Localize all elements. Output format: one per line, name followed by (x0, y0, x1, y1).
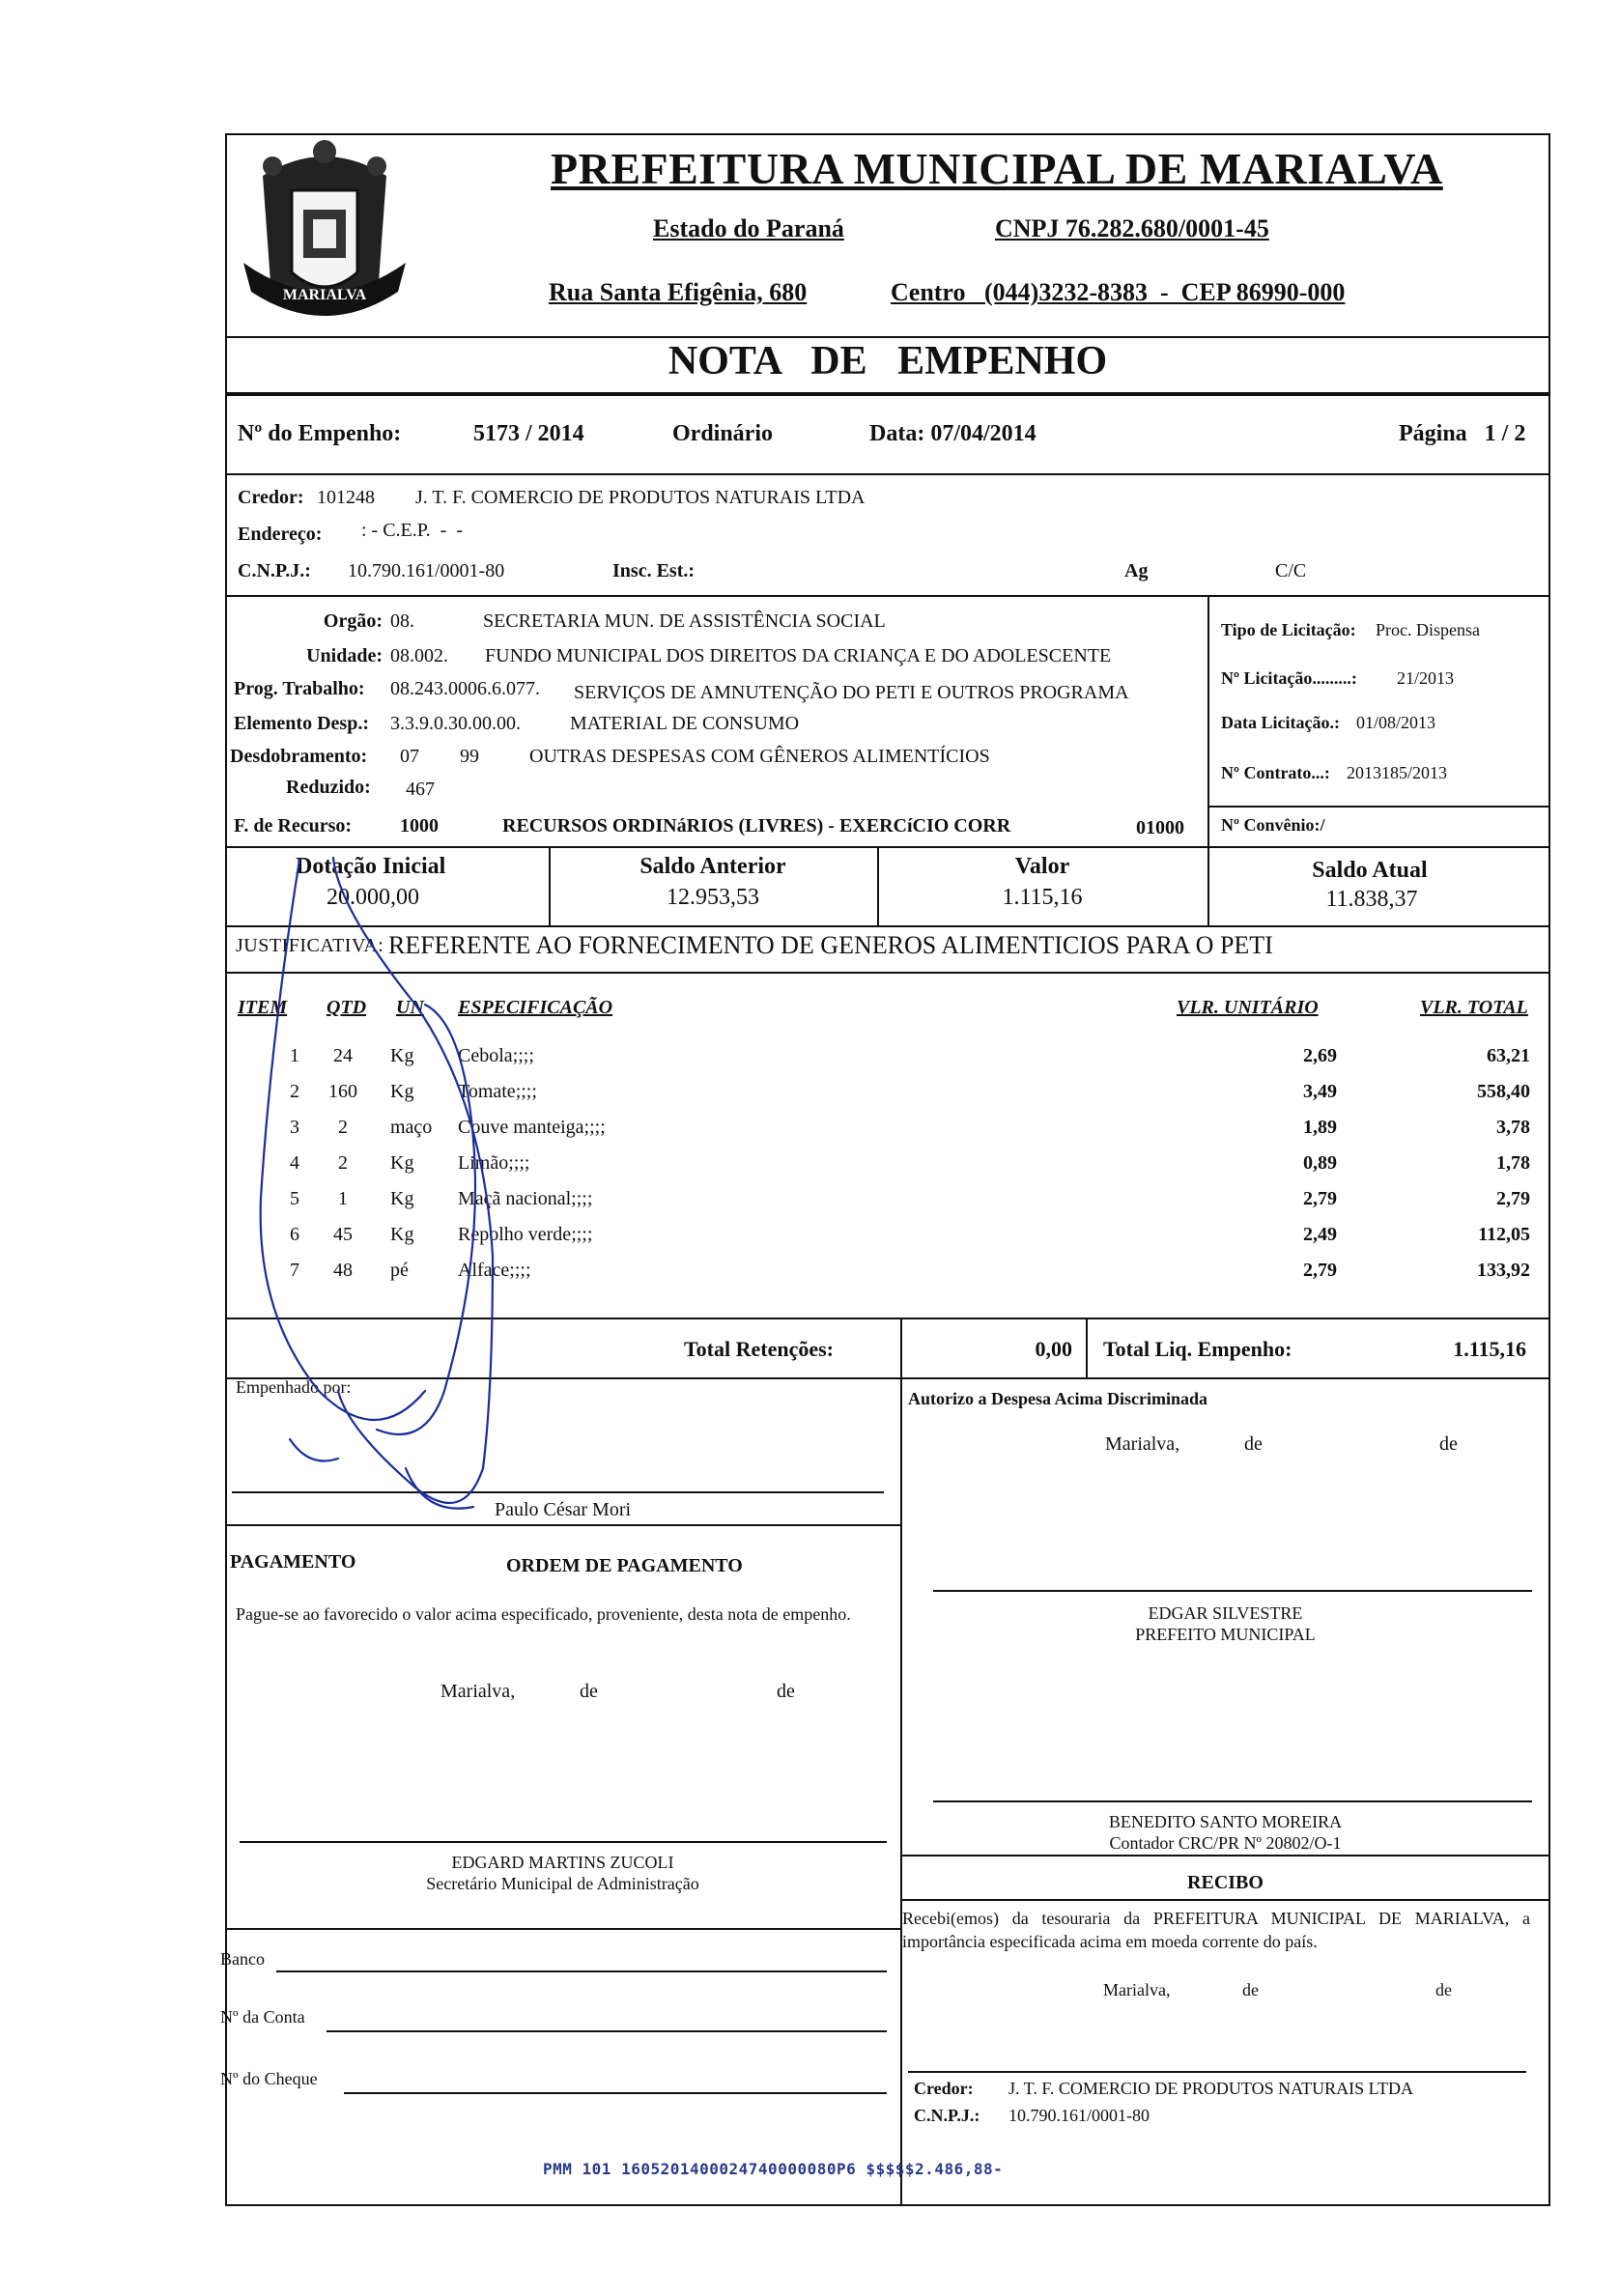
cell-unit: 2,79 (1303, 1188, 1337, 1209)
desdob-code2: 99 (460, 746, 479, 767)
col-un: UN (396, 997, 424, 1018)
liquido-value: 1.115,16 (1453, 1337, 1526, 1361)
col-total: VLR. TOTAL (1420, 997, 1528, 1018)
svg-text:MARIALVA: MARIALVA (282, 287, 367, 303)
col-item: ITEM (238, 997, 288, 1018)
reduzido-label: Reduzido: (286, 777, 371, 798)
recibo-cnpj: 10.790.161/0001-80 (1008, 2106, 1150, 2125)
licitacao-num-value: 21/2013 (1397, 668, 1455, 688)
cell-espec: Cebola;;;; (458, 1045, 534, 1066)
dotacao-label: Dotação Inicial (296, 854, 446, 879)
conta-field[interactable] (327, 2030, 887, 2032)
endereco-label: Endereço: (238, 524, 323, 545)
address-street: Rua Santa Efigênia, 680 (549, 278, 808, 306)
empenho-page: Página 1 / 2 (1399, 421, 1526, 446)
conta-label: Nº da Conta (220, 2007, 305, 2027)
ag-label: Ag (1124, 560, 1149, 581)
contrato-value: 2013185/2013 (1347, 763, 1448, 782)
licitacao-data-value: 01/08/2013 (1356, 713, 1436, 732)
elemento-label: Elemento Desp.: (234, 713, 369, 734)
retencoes-value: 0,00 (1035, 1337, 1072, 1361)
divider (1207, 806, 1550, 808)
cell-un: Kg (390, 1045, 414, 1066)
divider (900, 1855, 1550, 1857)
unidade-desc: FUNDO MUNICIPAL DOS DIREITOS DA CRIANÇA E DO ADOLESCENTE (485, 645, 1112, 666)
autorizo-de2: de (1439, 1433, 1458, 1455)
saldo-anterior-label: Saldo Anterior (639, 854, 786, 879)
col-espec: ESPECIFICAÇÃO (458, 997, 613, 1018)
elemento-code: 3.3.9.0.30.00.00. (390, 713, 521, 734)
cell-item: 1 (290, 1045, 299, 1066)
divider (1086, 1318, 1088, 1379)
empenho-date: Data: 07/04/2014 (869, 421, 1037, 446)
cell-unit: 1,89 (1303, 1117, 1337, 1138)
justificativa-label: JUSTIFICATIVA: (236, 935, 384, 956)
pagamento-de2: de (777, 1681, 795, 1702)
cell-espec: Couve manteiga;;;; (458, 1117, 606, 1138)
cell-total: 112,05 (1478, 1224, 1530, 1245)
prefeito-name: EDGAR SILVESTRE (1148, 1603, 1303, 1623)
elemento-desc: MATERIAL DE CONSUMO (570, 713, 800, 734)
state-label: Estado do Paraná (653, 214, 844, 242)
cell-un: pé (390, 1260, 409, 1281)
saldo-anterior-value: 12.953,53 (667, 885, 759, 910)
tipo-licitacao-label: Tipo de Licitação: (1221, 620, 1356, 639)
contrato-label: Nº Contrato...: (1221, 763, 1330, 782)
liquido-label: Total Liq. Empenho: (1103, 1337, 1292, 1361)
contador-name: BENEDITO SANTO MOREIRA (1108, 1812, 1343, 1831)
crest-logo (234, 137, 415, 330)
cell-total: 63,21 (1487, 1045, 1530, 1066)
cheque-field[interactable] (344, 2092, 887, 2094)
justificativa-text: REFERENTE AO FORNECIMENTO DE GENEROS ALIMENTICIOS PARA O PETI (388, 931, 1273, 959)
recibo-title: RECIBO (1187, 1872, 1264, 1893)
ordem-pagamento-label: ORDEM DE PAGAMENTO (506, 1555, 743, 1576)
valor-label: Valor (1014, 854, 1070, 879)
cell-total: 3,78 (1496, 1117, 1530, 1138)
cell-espec: Maçã nacional;;;; (458, 1188, 593, 1209)
cell-qtd: 45 (333, 1224, 353, 1245)
recibo-credor: J. T. F. COMERCIO DE PRODUTOS NATURAIS LTDA (1008, 2079, 1413, 2098)
autorizo-label: Autorizo a Despesa Acima Discriminada (908, 1389, 1207, 1408)
cnpj-label: C.N.P.J.: (238, 560, 311, 581)
prog-label: Prog. Trabalho: (234, 678, 365, 699)
prog-code: 08.243.0006.6.077. (390, 678, 540, 699)
cell-qtd: 2 (338, 1117, 348, 1138)
autorizo-de1: de (1244, 1433, 1263, 1455)
prefeito-role: PREFEITO MUNICIPAL (1135, 1625, 1316, 1644)
cell-total: 1,78 (1496, 1152, 1530, 1174)
signature-line (933, 1800, 1532, 1802)
handwritten-signature (232, 850, 696, 1545)
unidade-label: Unidade: (306, 645, 383, 666)
cell-qtd: 160 (328, 1081, 357, 1102)
recibo-cnpj-label: C.N.P.J.: (914, 2106, 980, 2125)
cell-unit: 2,49 (1303, 1224, 1337, 1245)
cell-qtd: 48 (333, 1260, 353, 1281)
cell-espec: Repolho verde;;;; (458, 1224, 593, 1245)
autorizo-city: Marialva, (1105, 1433, 1180, 1455)
page-title: PREFEITURA MUNICIPAL DE MARIALVA (551, 144, 1443, 193)
dotacao-value: 20.000,00 (327, 885, 419, 910)
cheque-label: Nº do Cheque (220, 2069, 318, 2088)
cell-un: Kg (390, 1152, 414, 1174)
orgao-code: 08. (390, 610, 414, 632)
cell-unit: 2,69 (1303, 1045, 1337, 1066)
convenio-label: Nº Convênio:/ (1221, 815, 1325, 835)
empenhado-signer: Paulo César Mori (494, 1499, 632, 1520)
orgao-label: Orgão: (323, 610, 383, 632)
cell-qtd: 1 (338, 1188, 348, 1209)
banco-label: Banco (220, 1949, 265, 1969)
desdob-code: 07 (400, 746, 419, 767)
cell-unit: 3,49 (1303, 1081, 1337, 1102)
cell-unit: 2,79 (1303, 1260, 1337, 1281)
cell-qtd: 24 (333, 1045, 353, 1066)
secretario-name: EDGARD MARTINS ZUCOLI (451, 1853, 674, 1872)
licitacao-data-label: Data Licitação.: (1221, 713, 1340, 732)
divider (900, 1899, 1550, 1901)
cell-espec: Limão;;;; (458, 1152, 530, 1174)
orgao-desc: SECRETARIA MUN. DE ASSISTÊNCIA SOCIAL (483, 610, 886, 632)
divider (900, 1318, 902, 1379)
col-qtd: QTD (327, 997, 367, 1018)
empenho-label: Nº do Empenho: (238, 421, 402, 446)
doc-title: NOTA DE EMPENHO (667, 339, 1108, 383)
desdob-label: Desdobramento: (230, 746, 368, 767)
saldo-atual-value: 11.838,37 (1325, 887, 1418, 912)
banco-field[interactable] (276, 1970, 887, 1972)
cell-espec: Tomate;;;; (458, 1081, 537, 1102)
signature-line (933, 1590, 1532, 1592)
divider (1207, 595, 1209, 848)
empenho-number: 5173 / 2014 (473, 421, 584, 446)
address-rest: Centro (044)3232-8383 - CEP 86990-000 (891, 278, 1346, 306)
empenho-type: Ordinário (672, 421, 774, 446)
credor-code: 101248 (317, 487, 375, 508)
recibo-de1: de (1242, 1980, 1259, 1999)
cc-label: C/C (1275, 560, 1307, 581)
retencoes-label: Total Retenções: (684, 1337, 834, 1361)
recurso-label: F. de Recurso: (234, 815, 353, 836)
recibo-text: Recebi(emos) da tesouraria da PREFEITURA MUNICIPAL DE MARIALVA, a importância especificada acima em moeda corrente do país. (902, 1909, 1530, 1951)
cnpj-header: CNPJ 76.282.680/0001-45 (995, 214, 1269, 242)
signature-line (908, 2071, 1526, 2073)
divider (900, 1377, 902, 2206)
cell-un: Kg (390, 1224, 414, 1245)
unidade-code: 08.002. (390, 645, 448, 666)
recibo-city: Marialva, (1103, 1980, 1171, 1999)
secretario-role: Secretário Municipal de Administração (426, 1874, 699, 1893)
credor-name: J. T. F. COMERCIO DE PRODUTOS NATURAIS LTDA (415, 487, 866, 508)
prog-desc: SERVIÇOS DE AMNUTENÇÃO DO PETI E OUTROS PROGRAMA (574, 682, 1129, 703)
credor-cnpj: 10.790.161/0001-80 (348, 560, 505, 581)
cell-item: 5 (290, 1188, 299, 1209)
pagamento-city: Marialva, (440, 1681, 516, 1702)
recurso-desc: RECURSOS ORDINáRIOS (LIVRES) - EXERCíCIO CORR (502, 815, 1011, 836)
credor-label: Credor: (238, 487, 304, 508)
empenhado-label: Empenhado por: (236, 1377, 352, 1397)
divider (225, 1928, 900, 1930)
cell-espec: Alface;;;; (458, 1260, 531, 1281)
cell-item: 4 (290, 1152, 299, 1174)
desdob-desc: OUTRAS DESPESAS COM GÊNEROS ALIMENTÍCIOS (529, 746, 990, 767)
valor-value: 1.115,16 (1002, 885, 1083, 910)
cell-total: 558,40 (1477, 1081, 1530, 1102)
saldo-atual-label: Saldo Atual (1312, 858, 1428, 883)
col-unit: VLR. UNITÁRIO (1177, 997, 1319, 1018)
cell-item: 3 (290, 1117, 299, 1138)
cell-qtd: 2 (338, 1152, 348, 1174)
licitacao-num-label: Nº Licitação.........: (1221, 668, 1357, 688)
recurso-num: 01000 (1136, 817, 1184, 838)
signature-line (240, 1841, 887, 1843)
pagamento-de1: de (580, 1681, 598, 1702)
recibo-credor-label: Credor: (914, 2079, 974, 2098)
contador-role: Contador CRC/PR Nº 20802/O-1 (1109, 1833, 1342, 1853)
cell-total: 133,92 (1477, 1260, 1530, 1281)
cell-un: Kg (390, 1188, 414, 1209)
cell-total: 2,79 (1496, 1188, 1530, 1209)
recurso-code: 1000 (400, 815, 439, 836)
pagamento-text: Pague-se ao favorecido o valor acima especificado, proveniente, desta nota de empenho. (236, 1604, 851, 1624)
cell-un: Kg (390, 1081, 414, 1102)
cell-item: 2 (290, 1081, 299, 1102)
footer-code: PMM 101 1605201400024740000080P6 $$$$$2.486,88- (543, 2160, 1004, 2178)
cell-un: maço (390, 1117, 433, 1138)
pagamento-label: PAGAMENTO (230, 1551, 356, 1573)
cell-item: 7 (290, 1260, 299, 1281)
insc-label: Insc. Est.: (612, 560, 696, 581)
cell-unit: 0,89 (1303, 1152, 1337, 1174)
endereco-value: : - C.E.P. - - (361, 520, 463, 541)
recibo-de2: de (1435, 1980, 1452, 1999)
reduzido-value: 467 (406, 779, 435, 800)
cell-item: 6 (290, 1224, 299, 1245)
tipo-licitacao-value: Proc. Dispensa (1376, 620, 1480, 639)
